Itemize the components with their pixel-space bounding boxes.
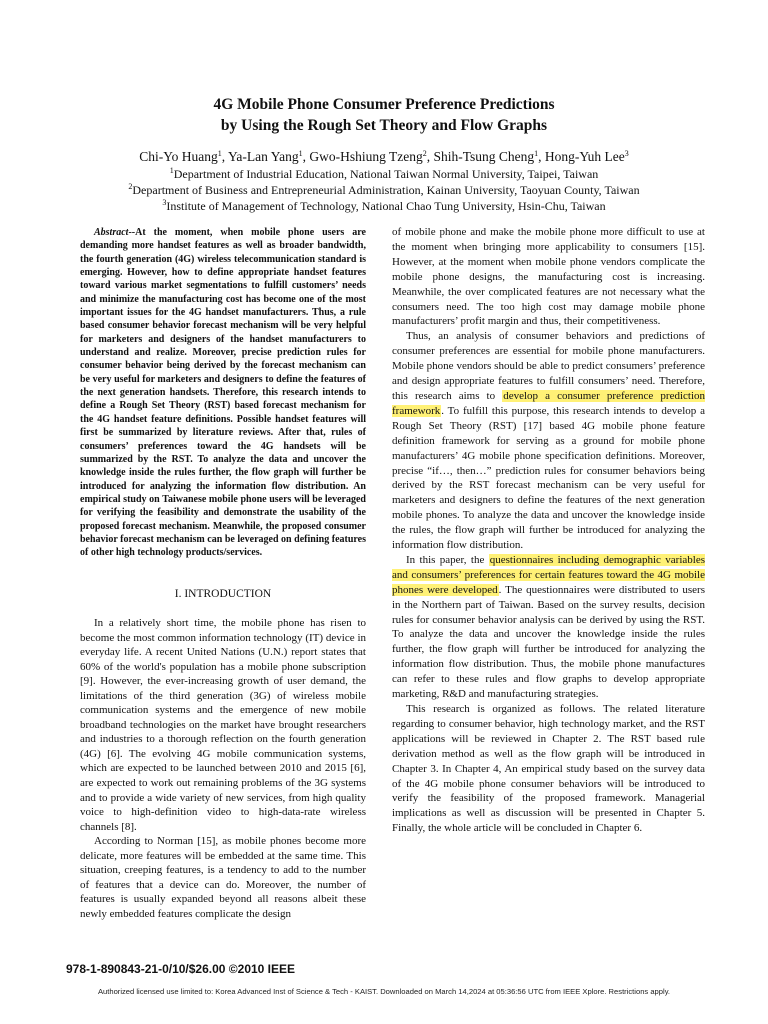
author-affil-mark: 1 <box>534 149 539 158</box>
footer-isbn: 978-1-890843-21-0/10/$26.00 ©2010 IEEE <box>66 962 296 976</box>
body-text: Thus, an analysis of consumer behaviors and predictions of consumer preferences are essential for mobile phone manufacturers. Mobile phone vendors should be able to predict consumers’ preference and design appropriate features to fulfill consumers’ need. Therefore, this research aims to <box>392 330 705 402</box>
author-list: Chi-Yo Huang$^1$, Ya-Lan Yang$^1$, Gwo-Hshiung Tzeng$^2$, Shih-Tsung Cheng$^1$, Hong-Yuh Lee$^3$ <box>139 149 629 164</box>
body-paragraph <box>392 329 705 553</box>
affiliation-mark: 3 <box>162 198 167 207</box>
affiliation-text: Department of Industrial Education, National Taiwan Normal University, Taipei, Taiwan <box>173 167 599 181</box>
abstract-label: Abstract <box>94 227 129 238</box>
title-line-1: 4G Mobile Phone Consumer Preference Predictions <box>213 96 555 113</box>
abstract-paragraph <box>80 226 366 560</box>
author: Hong-Yuh Lee <box>544 149 625 164</box>
body-paragraph: of mobile phone and make the mobile phone more difficult to use at the moment when bringing more applicability to consumers [15]. However, at the moment when mobile phone vendors complicate the mobile phone designs, the manufacturing cost is increasing. Meanwhile, the over complicated features are not necessary what the consumers need. The too high cost may damage mobile phone manufacturers’ profit margin and thus, their competitiveness. <box>392 226 705 328</box>
affiliation-text: Department of Business and Entrepreneurial Administration, Kainan University, Taoyuan County, Taiwan <box>132 183 640 197</box>
affiliation <box>0 182 768 198</box>
author-affil-mark: 1 <box>217 149 222 158</box>
author: Gwo-Hshiung Tzeng <box>309 149 423 164</box>
title-line-2: by Using the Rough Set Theory and Flow Graphs <box>220 117 548 134</box>
abstract-text: --At the moment, when mobile phone users are demanding more handset features as well as broader bandwidth, the fourth generation (4G) wireless telecommunication standard is emerging. However, how to define appropriate handset features toward various market segmentations to fulfill customers’ needs and minimize the manufacturing cost has become one of the most important issues for the 4G handset manufacturers. Thus, a rule based consumer behavior forecast mechanism will be very helpful for marketers and designers of the handset manufacturers to understand and realize. Moreover, precise prediction rules for consumer behavior being derived by the forecast mechanism can be very useful for marketers and designers to define the features of the next generation handsets. Therefore, this research intends to define a Rough Set Theory (RST) based forecast mechanism for the 4G handset feature definitions. Possible handset features will first be summarized by literature reviews. After that, rules of consumers’ preferences toward the 4G handsets will be summarized by the RST. To analyze the data and uncover the knowledge inside the rules further, the flow graph will further be introduced for analyzing the information flow distribution. An empirical study on Taiwanese mobile phone users will be leveraged for verifying the feasibility and demonstrate the usability of the proposed forecast mechanism. Meanwhile, the proposed consumer behavior forecast mechanism can be leveraged on defining features of other high technology products/services. <box>80 227 366 559</box>
section-heading: I. INTRODUCTION <box>174 588 272 600</box>
body-text: In this paper, the <box>406 553 489 566</box>
author-affil-mark: 1 <box>298 149 303 158</box>
affiliation-mark: 2 <box>128 182 133 191</box>
affiliation <box>0 198 768 214</box>
author: Shih-Tsung Cheng <box>433 149 535 164</box>
affiliation-mark: 1 <box>169 166 174 175</box>
body-paragraph: This research is organized as follows. The related literature regarding to consumer behavior, high technology market, and the RST applications will be reviewed in Chapter 2. The RST based rule derivation method as well as the flow graph will be introduced in Chapter 3. In Chapter 4, An empirical study based on the survey data of the 4G mobile phone consumer behaviors will be introduced to verify the feasibility of the proposed framework. Managerial implications as well as discussion will be presented in Chapter 5. Finally, the whole article will be concluded in Chapter 6. <box>392 703 705 835</box>
affiliation <box>0 166 768 182</box>
intro-paragraph: According to Norman [15], as mobile phones become more delicate, more features will be embedded at the same time. This situation, creeping features, is a tendency to add to the number of features that a device can do. Moreover, the number of features is usually expanded beyond all reasons albeit these newly embedded features complicate the design <box>80 835 366 920</box>
highlighted-text: questionnaires including demographic variables and consumers’ preferences for certain features toward the 4G mobile phones were developed <box>392 553 705 596</box>
author-affil-mark: 2 <box>422 149 427 158</box>
author: Ya-Lan Yang <box>227 149 299 164</box>
intro-paragraph: In a relatively short time, the mobile phone has risen to become the most common information technology (IT) device in everyday life. A recent United Nations (U.N.) report states that 60% of the world's population has a mobile phone subscription [9]. However, the ever-increasing growth of user demand, the limitations of the third generation (3G) of wireless mobile communication systems and the emergence of new mobile broadband technologies on the market have brought researchers and industries to a thorough reflection on the fourth generation (4G) [6]. The evolving 4G mobile communication systems, which are expected to be launched between 2010 and 2015 [6], are expected to work out remaining problems of the 3G systems and to provide a wide variety of new services, from high quality voice to high-definition video to high-data-rate wireless channels [8]. <box>80 617 366 833</box>
highlighted-text: develop a consumer preference prediction framework <box>392 389 705 417</box>
body-text: . The questionnaires were distributed to users in the Northern part of Taiwan. Based on the survey results, decision rules for consumer behavior analysis can be derived by using the RST. To analyze the data and uncover the knowledge inside the rules further, the flow graph will further be introduced for analyzing the information flow distribution. Thus, the mobile phone manufactures can refer to these rules and flow graphs to develop appropriate marketing, R&D and manufacturing strategies. <box>392 583 705 701</box>
author-affil-mark: 3 <box>624 149 629 158</box>
license-notice: Authorized licensed use limited to: Korea Advanced Inst of Science & Tech - KAIST. Downloaded on March 14,2024 at 05:36:56 UTC from IEEE Xplore. Restrictions apply. <box>97 987 671 996</box>
abstract <box>80 226 366 560</box>
right-column <box>392 225 705 836</box>
author: Chi-Yo Huang <box>139 149 218 164</box>
body-paragraph <box>392 553 705 702</box>
introduction-left-column <box>80 616 366 921</box>
affiliation-text: Institute of Management of Technology, National Chao Tung University, Hsin-Chu, Taiwan <box>166 199 606 213</box>
body-text: . To fulfill this purpose, this research intends to develop a Rough Set Theory (RST) [17] based 4G mobile phone feature definition framework for serving as a ground for mobile phone manufacturers’ 4G mobile phone specification definitions. Moreover, precise “if…, then…” prediction rules for consumer behaviors being derived by the RST forecast mechanism can be very useful for marketers and designers to define the features of the next generation mobile phones. To analyze the data and uncover the knowledge inside the rules, the flow graph will further be introduced for analyzing the information flow distribution. <box>392 404 705 552</box>
